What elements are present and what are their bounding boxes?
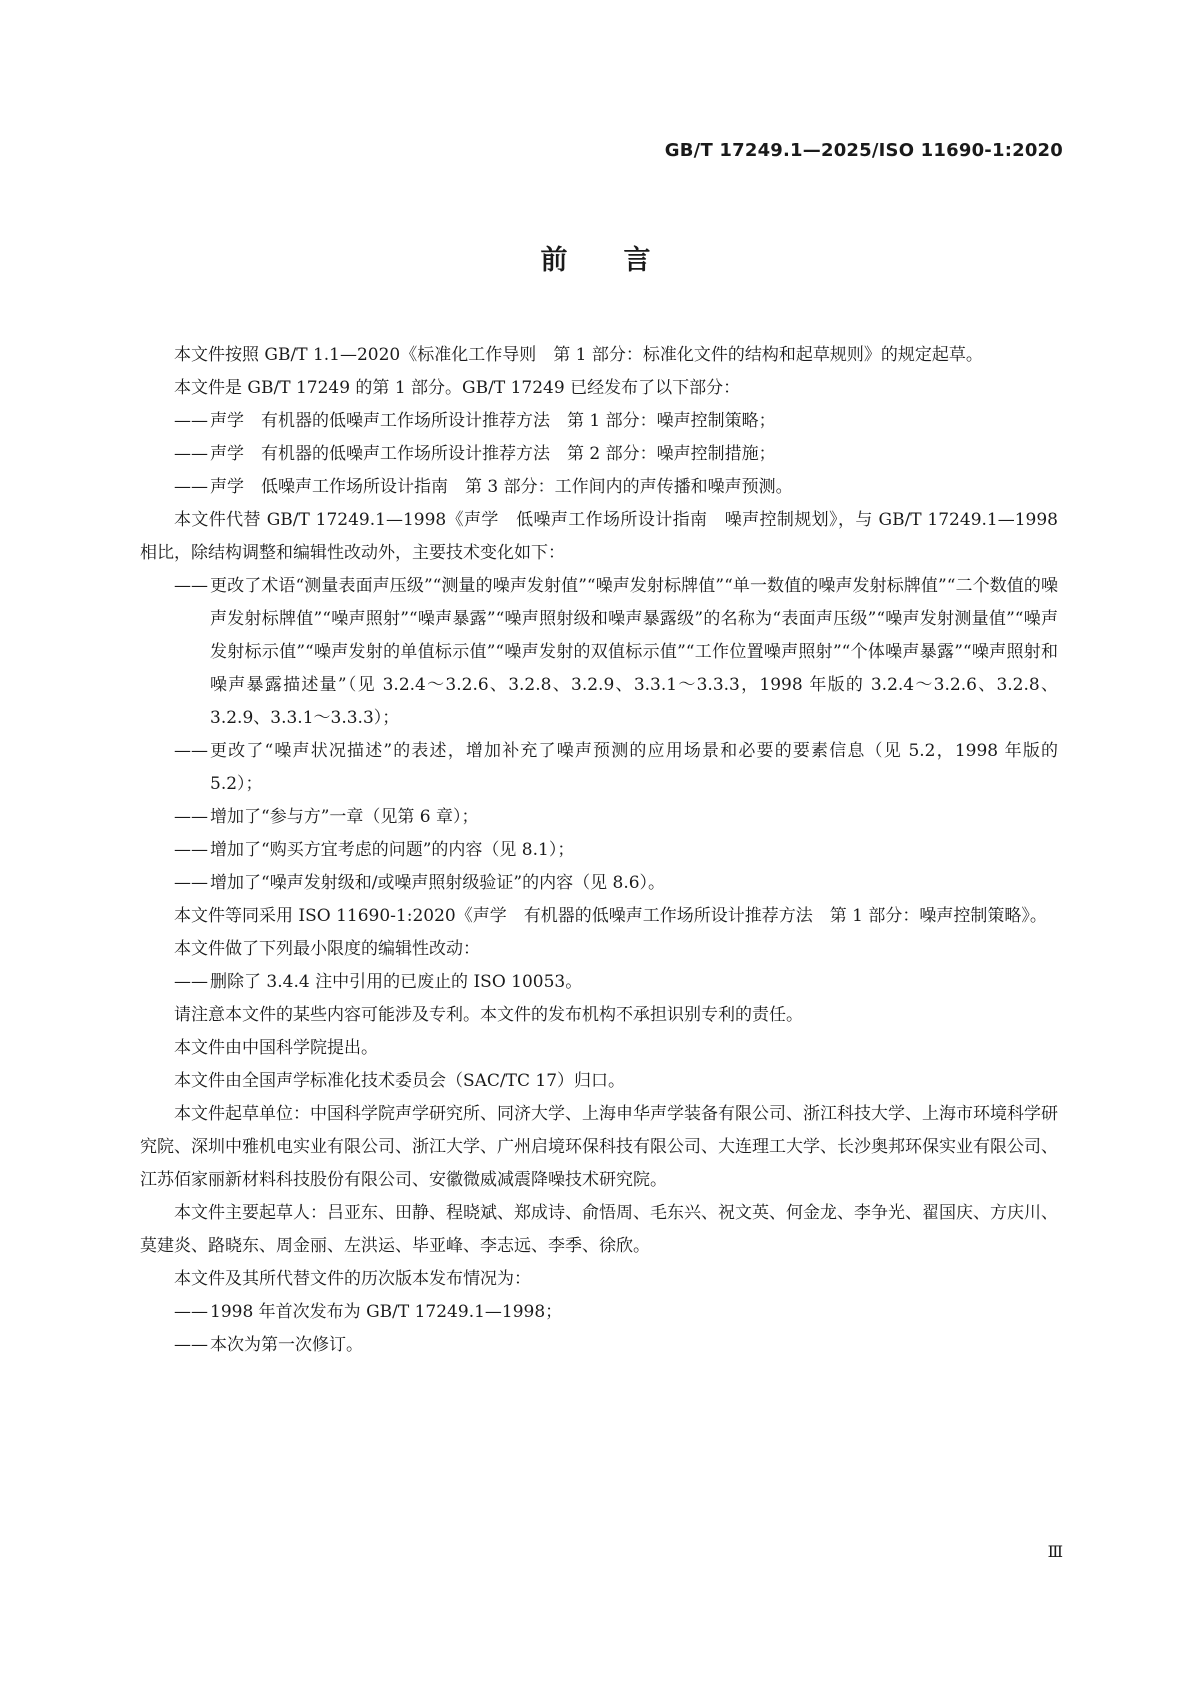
- paragraph: 本文件起草单位：中国科学院声学研究所、同济大学、上海申华声学装备有限公司、浙江科技大学、上海市环境科学研究院、深圳中雅机电实业有限公司、浙江大学、广州启境环保科技有限公司、大连理工大学、长沙奥邦环保实业有限公司、江苏佰家丽新材料科技股份有限公司、安徽微威减震降噪技术研究院。: [140, 1104, 1058, 1190]
- list-item: [140, 735, 1058, 801]
- list-item-text: 本次为第一次修订。: [210, 1335, 363, 1355]
- list-item-text: 声学 有机器的低噪声工作场所设计推荐方法 第 2 部分：噪声控制措施；: [210, 444, 776, 464]
- list-dash-marker: ——: [174, 1335, 208, 1355]
- list-item: [140, 801, 1058, 834]
- list-item-text: 增加了“参与方”一章（见第 6 章）；: [210, 807, 479, 827]
- paragraph: 本文件主要起草人：吕亚东、田静、程晓斌、郑成诗、俞悟周、毛东兴、祝文英、何金龙、李争光、翟国庆、方庆川、莫建炎、路晓东、周金丽、左洪运、毕亚峰、李志远、李季、徐欣。: [140, 1203, 1058, 1256]
- list-item-text: 增加了“噪声发射级和/或噪声照射级验证”的内容（见 8.6）。: [210, 873, 666, 893]
- paragraph: 请注意本文件的某些内容可能涉及专利。本文件的发布机构不承担识别专利的责任。: [174, 1005, 803, 1025]
- list-item: [140, 405, 1058, 438]
- list-item: [140, 1296, 1058, 1329]
- list-item-text: 声学 低噪声工作场所设计指南 第 3 部分：工作间内的声传播和噪声预测。: [210, 477, 793, 497]
- list-item: [140, 570, 1058, 735]
- list-dash-marker: ——: [174, 576, 208, 596]
- list-item: [140, 438, 1058, 471]
- list-item-text: 声学 有机器的低噪声工作场所设计推荐方法 第 1 部分：噪声控制策略；: [210, 411, 776, 431]
- list-dash-marker: ——: [174, 873, 208, 893]
- list-item: [140, 867, 1058, 900]
- paragraph: 本文件做了下列最小限度的编辑性改动：: [174, 939, 480, 959]
- list-item: [140, 834, 1058, 867]
- list-item: [140, 471, 1058, 504]
- paragraph: 本文件是 GB/T 17249 的第 1 部分。GB/T 17249 已经发布了以下部分：: [174, 378, 741, 398]
- list-dash-marker: ——: [174, 1302, 208, 1322]
- list-dash-marker: ——: [174, 741, 208, 761]
- paragraph: 本文件由全国声学标准化技术委员会（SAC/TC 17）归口。: [174, 1071, 626, 1091]
- page-number: Ⅲ: [1047, 1542, 1063, 1561]
- paragraph: 本文件等同采用 ISO 11690-1:2020《声学 有机器的低噪声工作场所设计推荐方法 第 1 部分：噪声控制策略》。: [174, 906, 1047, 926]
- list-dash-marker: ——: [174, 840, 208, 860]
- list-item-text: 1998 年首次发布为 GB/T 17249.1—1998；: [210, 1302, 563, 1322]
- list-item: [140, 966, 1058, 999]
- list-item-text: 删除了 3.4.4 注中引用的已废止的 ISO 10053。: [210, 972, 583, 992]
- document-code: GB/T 17249.1—2025/ISO 11690-1:2020: [664, 140, 1063, 161]
- list-dash-marker: ——: [174, 444, 208, 464]
- list-item-text: 更改了“噪声状况描述”的表述，增加补充了噪声预测的应用场景和必要的要素信息（见 5.2，1998 年版的 5.2）；: [210, 741, 1058, 794]
- list-item: [140, 1329, 1058, 1362]
- list-dash-marker: ——: [174, 411, 208, 431]
- page-title: 前言: [540, 245, 707, 276]
- paragraph: 本文件按照 GB/T 1.1—2020《标准化工作导则 第 1 部分：标准化文件的结构和起草规则》的规定起草。: [174, 345, 983, 365]
- list-item-text: 增加了“购买方宜考虑的问题”的内容（见 8.1）；: [210, 840, 575, 860]
- list-item-text: 更改了术语“测量表面声压级”“测量的噪声发射值”“噪声发射标牌值”“单一数值的噪声发射标牌值”“二个数值的噪声发射标牌值”“噪声照射”“噪声暴露”“噪声照射级和噪声暴露级”的名称为“表面声压级”“噪声发射测量值”“噪声发射标示值”“噪声发射的单值标示值”“噪声发射的双值标示值”“工作位置噪声照射”“个体噪声暴露”“噪声照射和噪声暴露描述量”（见 3.2.4～3.2.6、3.2.8、3.2.9、3.3.1～3.3.3，1998 年版的 3.2.4～3.2.6、3.2.8、3.2.9、3.3.1～3.3.3）；: [210, 576, 1058, 728]
- list-dash-marker: ——: [174, 807, 208, 827]
- document-body: [140, 339, 1058, 1362]
- paragraph: 本文件由中国科学院提出。: [174, 1038, 378, 1058]
- list-dash-marker: ——: [174, 477, 208, 497]
- paragraph: 本文件及其所代替文件的历次版本发布情况为：: [174, 1269, 531, 1289]
- list-dash-marker: ——: [174, 972, 208, 992]
- paragraph: 本文件代替 GB/T 17249.1—1998《声学 低噪声工作场所设计指南 噪声控制规划》，与 GB/T 17249.1—1998 相比，除结构调整和编辑性改动外，主要技术变化如下：: [140, 510, 1058, 563]
